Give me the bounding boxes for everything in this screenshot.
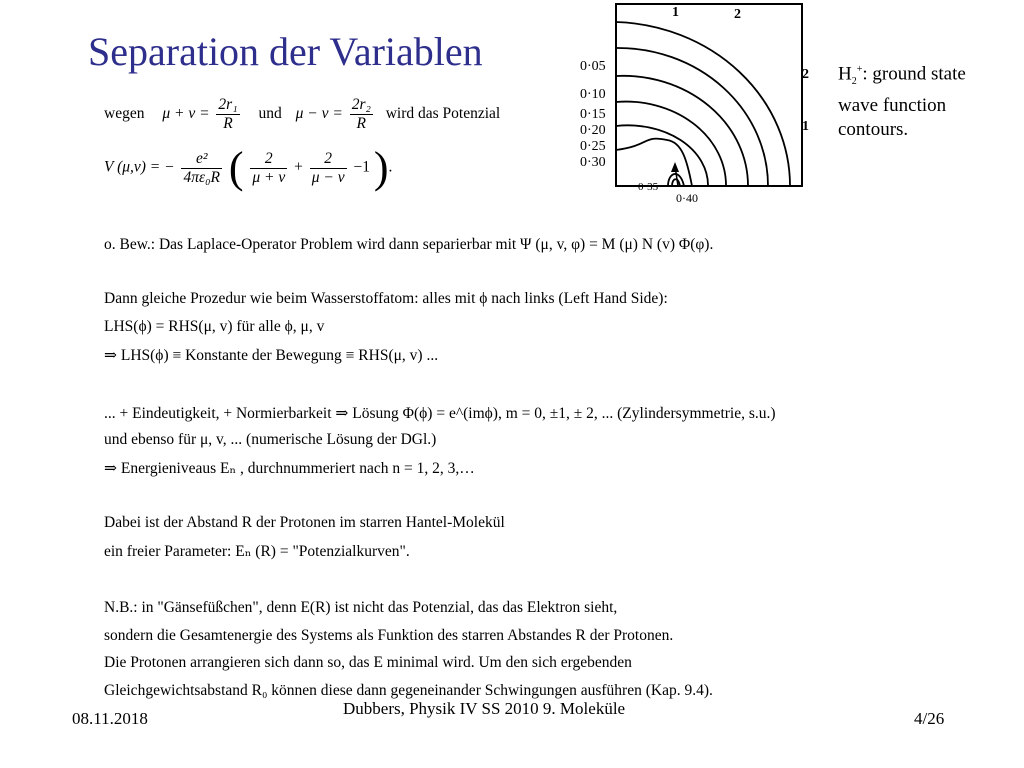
contour-line [616,102,726,186]
figure-caption: $H_2^+$: ground state wave function contours. [838,63,966,141]
figure-top-label: 2 [734,7,741,22]
text-line: und ebenso für μ, v, ... (numerische Lösung der DGl.) [104,431,437,448]
text-line: ein freier Parameter: Eₙ (R) = "Potenzialkurven". [104,543,410,560]
text-line: Gleichgewichtsabstand R₀ können diese dann gegeneinander Schwingungen ausführen (Kap. 9.4). [104,682,713,699]
equation-potential: V (μ,v) = − $\frac{\text{e²}}{\text{4πε₀R}}$ ( $\frac{2}{\mu + v}$ + $\frac{2}{\mu - v}$ −1 ). [104,143,393,192]
text-line: sondern die Gesamtenergie des Systems als Funktion des starren Abstandes R der Protonen. [104,627,674,644]
figure-right-label: 1 [802,119,809,134]
contour-value-label: 0·10 [580,87,606,102]
text-line: o. Bew.: Das Laplace-Operator Problem wird dann separierbar mit Ψ (μ, v, φ) = M (μ) N (v) Φ(φ). [104,236,714,253]
contour-line [672,179,680,186]
contour-value-label: 0·20 [580,123,606,138]
text-line: N.B.: in "Gänsefüßchen", denn E(R) ist nicht das Potenzial, das das Elektron sieht, [104,599,618,616]
contour-value-label: 0·15 [580,107,606,122]
contour-value-label: 0·05 [580,59,606,74]
contour-value-label: 0·30 [580,155,606,170]
contour-value-label: 0·25 [580,139,606,154]
footer-date: 08.11.2018 [72,709,148,728]
text-line: Die Protonen arrangieren sich dann so, das E minimal wird. Um den sich ergebenden [104,654,632,671]
slide-title: Separation der Variablen [88,29,483,74]
contour-line [616,22,790,186]
contour-value-label: 0·40 [676,191,698,205]
text-line: ⇒ Energieniveaus Eₙ , durchnummeriert nach n = 1, 2, 3,… [104,460,475,477]
text-line: ⇒ LHS(ϕ) ≡ Konstante der Bewegung ≡ RHS(μ, v) ... [104,347,439,364]
text-line: ... + Eindeutigkeit, + Normierbarkeit ⇒ Lösung Φ(ϕ) = e^(imϕ), m = 0, ±1, ± 2, ... (Zylindersymmetrie, s.u.) [104,405,776,422]
text-line: LHS(ϕ) = RHS(μ, v) für alle ϕ, μ, v [104,318,325,335]
text-line: Dabei ist der Abstand R der Protonen im starren Hantel-Molekül [104,514,505,531]
contour-value-label: 0·35 [638,181,659,193]
figure-top-label: 1 [672,5,679,20]
figure-right-label: 2 [802,67,809,82]
equation-mu-v: wegen μ + v = $\frac{\text{2r₁}}{R}$ und μ − v = $\frac{\text{2r₂}}{R}$ wird das Potenzial [104,96,501,132]
footer-page-number: 4/26 [914,709,945,728]
text-line: Dann gleiche Prozedur wie beim Wasserstoffatom: alles mit ϕ nach links (Left Hand Side): [104,290,668,307]
footer-course: Dubbers, Physik IV SS 2010 9. Moleküle [343,699,626,718]
contour-line [616,125,708,186]
wavefunction-contour-figure [572,0,822,205]
